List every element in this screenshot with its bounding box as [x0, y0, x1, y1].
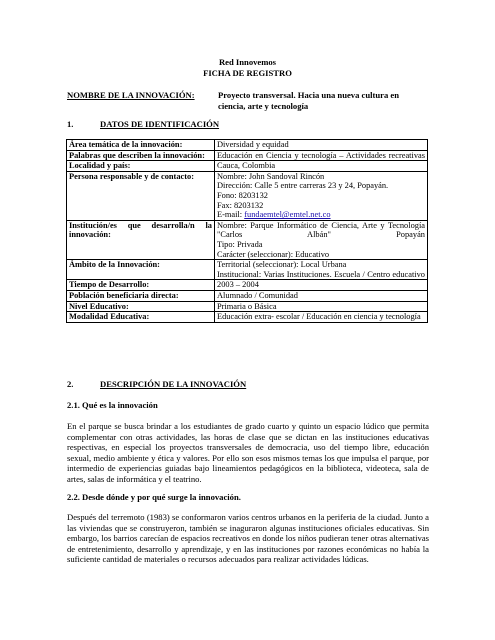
table-row	[67, 312, 428, 323]
org-name: Red Innovemos	[218, 57, 277, 67]
locality-key: Localidad y país:	[67, 161, 215, 172]
scope-territorial: Territorial (seleccionar): Local Urbana	[217, 260, 347, 270]
section-1-number: 1.	[67, 119, 74, 129]
level-value: Primaria o Básica	[215, 301, 428, 312]
person-name: Nombre: John Sandoval Rincón	[217, 171, 325, 181]
table-row	[67, 290, 428, 301]
person-address: Dirección: Calle 5 entre carreras 23 y 24, Popayán.	[217, 181, 389, 191]
institution-type: Tipo: Privada	[217, 239, 263, 249]
area-value: Diversidad y equidad	[215, 140, 428, 151]
subsection-2-2-heading: 2.2. Desde dónde y por qué surge la innovación.	[67, 492, 241, 502]
section-2-heading	[67, 379, 246, 390]
section-2-number: 2.	[67, 379, 74, 389]
population-value: Alumnado / Comunidad	[215, 290, 428, 301]
table-row	[67, 280, 428, 291]
table-row	[67, 220, 428, 259]
person-value	[215, 171, 428, 220]
institution-value	[215, 220, 428, 259]
modality-value: Educación extra- escolar / Educación en ciencia y tecnología	[215, 312, 428, 323]
innovation-name: Proyecto transversal. Hacia una nueva cultura en ciencia, arte y tecnología	[218, 90, 400, 111]
level-key: Nivel Educativo:	[67, 301, 215, 312]
table-row	[67, 140, 428, 151]
population-key: Población beneficiaria directa:	[67, 290, 215, 301]
area-key: Área temática de la innovación:	[67, 140, 215, 151]
time-value: 2003 – 2004	[215, 280, 428, 291]
scope-key: Ámbito de la Innovación:	[67, 260, 215, 280]
section-2-title: DESCRIPCIÓN DE LA INNOVACIÓN	[100, 379, 247, 389]
subsection-2-2-body: Después del terremoto (1983) se conformaron varios centros urbanos en la periferia de la ciudad. Junto a las viviendas que se construyeron, también se inaguraron algunas instituciones oficiales educativas. Sin embargo, los barrios carecían de espacios recreativos en donde los niños pudieran tener otras alternativas de entretenimiento, desarrollo y aprendizaje, y en las instituciones por razones económicas no había la suficiente cantidad de materiales o recursos adecuados para realizar actividades lúdicas.	[67, 512, 429, 565]
institution-key: Institución/es que desarrolla/n la innovación:	[67, 220, 215, 259]
person-email-line	[217, 210, 425, 220]
time-key: Tiempo de Desarrollo:	[67, 280, 215, 291]
subsection-2-1-body: En el parque se busca brindar a los estudiantes de grado cuarto y quinto un espacio lúdico que permita complementar con otras actividades, las horas de clase que se dictan en las instituciones educativas respectivas, en especial los proyectos transversales de democracia, uso del tiempo libre, educación sexual, medio ambiente y ética y valores. Por ello son esos mismos temas los que impulsa el parque, por intermedio de experiencias guiadas bajo lineamientos pedagógicos en la biblioteca, videoteca, sala de artes, salas de informática y el teatrino.	[67, 421, 429, 484]
section-1-title: DATOS DE IDENTIFICACIÓN	[100, 119, 220, 129]
subsection-2-1-heading: 2.1. Qué es la innovación	[67, 400, 158, 410]
identification-table	[66, 139, 428, 323]
table-row	[67, 171, 428, 220]
institution-character: Carácter (seleccionar): Educativo	[217, 249, 330, 259]
table-row	[67, 301, 428, 312]
modality-key: Modalidad Educativa:	[67, 312, 215, 323]
person-fax: Fax: 8203132	[217, 200, 264, 210]
institution-name: Nombre: Parque Informático de Ciencia, Arte y Tecnología "Carlos Albán" Popayán	[217, 220, 425, 240]
section-1-heading	[67, 119, 219, 130]
scope-value	[215, 260, 428, 280]
form-title: FICHA DE REGISTRO	[203, 68, 292, 78]
person-key: Persona responsable y de contacto:	[67, 171, 215, 220]
person-phone: Fono: 8203132	[217, 190, 268, 200]
table-row	[67, 260, 428, 280]
email-link[interactable]: fundaemtel@emtel.net.co	[244, 210, 331, 220]
keywords-key: Palabras que describen la innovación:	[67, 150, 215, 161]
scope-institutional: Institucional: Varias Instituciones. Escuela / Centro educativo	[217, 269, 425, 279]
innovation-label: NOMBRE DE LA INNOVACIÓN:	[67, 90, 195, 100]
email-label: E-mail:	[217, 210, 245, 220]
table-row	[67, 161, 428, 172]
keywords-value: Educación en Ciencia y tecnología – Actividades recreativas	[215, 150, 428, 161]
table-row	[67, 150, 428, 161]
locality-value: Cauca, Colombia	[215, 161, 428, 172]
